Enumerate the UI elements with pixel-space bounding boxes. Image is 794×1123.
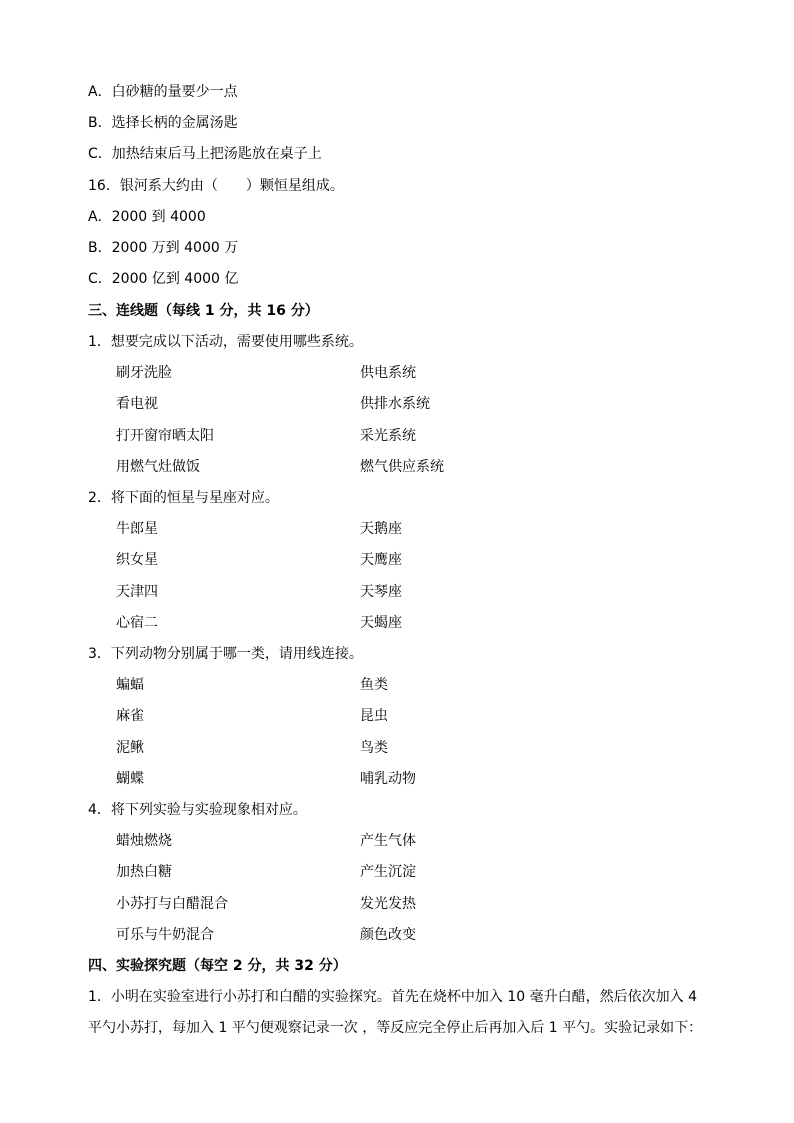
- question-16-stem: 16．银河系大约由（ ）颗恒星组成。: [88, 178, 344, 194]
- matching-row: [0, 458, 794, 478]
- match-left-item: 蝴蝶: [116, 771, 144, 787]
- match-left-item: 牛郎星: [116, 521, 158, 537]
- match-left-item: 刷牙洗脸: [116, 365, 172, 381]
- matching-q4-stem: 4．将下列实验与实验现象相对应。: [88, 802, 307, 818]
- match-left-item: 看电视: [116, 396, 158, 412]
- match-right-item: 供排水系统: [360, 396, 430, 412]
- match-left-item: 可乐与牛奶混合: [116, 927, 214, 943]
- matching-row: [0, 832, 794, 852]
- matching-row: [0, 770, 794, 790]
- match-right-item: 鱼类: [360, 677, 388, 693]
- option-c-q15: C．加热结束后马上把汤匙放在桌子上: [88, 146, 322, 162]
- matching-row: [0, 427, 794, 447]
- match-left-item: 心宿二: [116, 615, 158, 631]
- matching-q2-stem: 2．将下面的恒星与星座对应。: [88, 490, 279, 506]
- match-right-item: 天鹅座: [360, 521, 402, 537]
- match-right-item: 发光发热: [360, 896, 416, 912]
- match-right-item: 天鹰座: [360, 552, 402, 568]
- match-left-item: 加热白糖: [116, 864, 172, 880]
- matching-row: [0, 551, 794, 571]
- match-right-item: 天琴座: [360, 584, 402, 600]
- match-right-item: 天蝎座: [360, 615, 402, 631]
- match-left-item: 天津四: [116, 584, 158, 600]
- matching-row: [0, 583, 794, 603]
- match-right-item: 昆虫: [360, 708, 388, 724]
- option-b-q16: B．2000 万到 4000 万: [88, 240, 239, 256]
- option-b-q15: B．选择长柄的金属汤匙: [88, 115, 238, 131]
- matching-q1-stem: 1．想要完成以下活动，需要使用哪些系统。: [88, 334, 363, 350]
- matching-row: [0, 707, 794, 727]
- option-c-q16: C．2000 亿到 4000 亿: [88, 271, 239, 287]
- match-right-item: 供电系统: [360, 365, 416, 381]
- experiment-q1-text: 1．小明在实验室进行小苏打和白醋的实验探究。首先在烧杯中加入 10 毫升白醋，然后依次加入 4 平勺小苏打，每加入 1 平勺便观察记录一次 ，等反应完全停止后再加入后 1 平勺。实验记录如下：: [88, 989, 703, 1036]
- match-left-item: 小苏打与白醋混合: [116, 896, 228, 912]
- match-right-item: 产生沉淀: [360, 864, 416, 880]
- option-a-q15: A．白砂糖的量要少一点: [88, 84, 238, 100]
- matching-row: [0, 676, 794, 696]
- match-right-item: 采光系统: [360, 428, 416, 444]
- match-right-item: 燃气供应系统: [360, 459, 444, 475]
- match-right-item: 鸟类: [360, 740, 388, 756]
- matching-row: [0, 895, 794, 915]
- section-4-heading: 四、实验探究题（每空 2 分，共 32 分）: [88, 958, 347, 974]
- matching-row: [0, 364, 794, 384]
- match-right-item: 颜色改变: [360, 927, 416, 943]
- matching-row: [0, 614, 794, 634]
- match-left-item: 麻雀: [116, 708, 144, 724]
- matching-row: [0, 520, 794, 540]
- match-left-item: 泥鳅: [116, 740, 144, 756]
- matching-q3-stem: 3．下列动物分别属于哪一类，请用线连接。: [88, 646, 363, 662]
- match-left-item: 打开窗帘晒太阳: [116, 428, 214, 444]
- matching-row: [0, 863, 794, 883]
- match-left-item: 织女星: [116, 552, 158, 568]
- matching-row: [0, 395, 794, 415]
- matching-row: [0, 739, 794, 759]
- match-left-item: 蜡烛燃烧: [116, 833, 172, 849]
- section-3-heading: 三、连线题（每线 1 分，共 16 分）: [88, 303, 319, 319]
- match-left-item: 蝙蝠: [116, 677, 144, 693]
- match-left-item: 用燃气灶做饭: [116, 459, 200, 475]
- match-right-item: 哺乳动物: [360, 771, 416, 787]
- matching-row: [0, 926, 794, 946]
- match-right-item: 产生气体: [360, 833, 416, 849]
- option-a-q16: A．2000 到 4000: [88, 209, 206, 225]
